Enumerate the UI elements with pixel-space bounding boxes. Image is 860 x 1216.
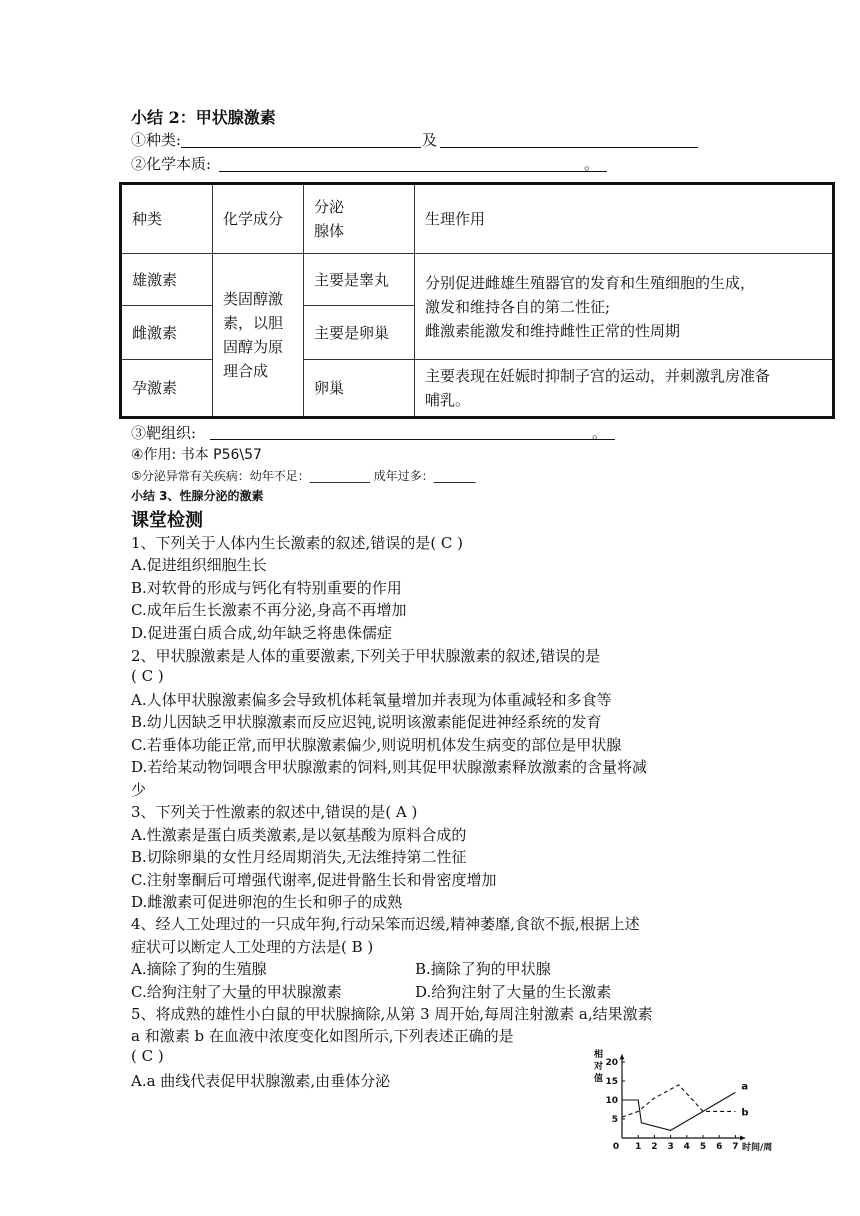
q2-option-a: A.人体甲状腺激素偏多会导致机体耗氧量增加并表现为体重减轻和多食等 [131, 691, 612, 709]
composition-line: 固醇为原 [223, 338, 284, 356]
x-axis-arrow [740, 1136, 745, 1141]
x-tick-label: 3 [667, 1142, 674, 1152]
q2-answer: ( C ) [131, 667, 164, 685]
q2-option-b: B.幼儿因缺乏甲状腺激素而反应迟钝,说明该激素能促进神经系统的发育 [131, 713, 602, 731]
y-tick-label: 5 [611, 1115, 618, 1125]
q4-option-c: C.给狗注射了大量的甲状腺激素 [131, 983, 342, 1001]
function-line: 哺乳。 [425, 391, 471, 409]
target-end: 。 [592, 424, 608, 442]
q4-stem-cont: 症状可以断定人工处理的方法是( B ) [131, 938, 374, 956]
x-tick-label: 7 [732, 1142, 739, 1152]
q5-option-a: A.a 曲线代表促甲状腺激素,由垂体分泌 [131, 1072, 391, 1090]
q4-option-d: D.给狗注射了大量的生长激素 [415, 983, 612, 1001]
y-axis-arrow [620, 1054, 625, 1059]
header-gland-line: 分泌 [314, 198, 345, 216]
q2-option-d-cont: 少 [131, 781, 147, 799]
row-gland: 卵巢 [304, 360, 415, 418]
q4-option-b: B.摘除了狗的甲状腺 [415, 960, 551, 978]
q3-option-c: C.注射睾酮后可增强代谢率,促进骨骼生长和骨密度增加 [131, 871, 497, 889]
q1-option-d: D.促进蛋白质合成,幼年缺乏将患侏儒症 [131, 624, 393, 642]
shared-function-cell [415, 254, 834, 360]
kind-and: 及 [422, 131, 438, 149]
q5-answer: ( C ) [131, 1047, 164, 1065]
header-composition: 化学成分 [213, 184, 304, 254]
q3-option-d: D.雌激素可促进卵泡的生长和卵子的成熟 [131, 893, 403, 911]
kind-blank-1[interactable] [181, 147, 421, 148]
q4-stem: 4、经人工处理过的一只成年狗,行动呆笨而迟缓,精神萎靡,食欲不振,根据上述 [131, 915, 640, 933]
q2-option-c: C.若垂体功能正常,而甲状腺激素偏少,则说明机体发生病变的部位是甲状腺 [131, 736, 622, 754]
table-row [121, 254, 834, 306]
nature-blank[interactable] [219, 171, 607, 172]
function-line: 激发和维持各自的第二性征; [425, 297, 611, 316]
nature-end: 。 [584, 155, 600, 173]
y-tick-label: 10 [605, 1096, 618, 1106]
x-tick-label: 6 [716, 1142, 723, 1152]
composition-line: 素，以胆 [223, 314, 284, 332]
q2-option-d: D.若给某动物饲喂含甲状腺激素的饲料,则其促甲状腺激素释放激素的含量将减 [131, 758, 648, 776]
effect-text: ④作用: 书本 P56\57 [131, 447, 262, 463]
sex-hormone-table [119, 182, 835, 419]
q1-option-b: B.对软骨的形成与钙化有特别重要的作用 [131, 579, 402, 597]
nature-label: ②化学本质: [131, 155, 212, 173]
composition-line: 类固醇激 [223, 290, 284, 308]
x-tick-label: 4 [683, 1142, 690, 1152]
hormone-concentration-chart [592, 1043, 802, 1158]
target-label: ③靶组织: [131, 424, 197, 442]
x-tick-label: 0 [612, 1142, 620, 1152]
disease-text: ⑤分泌异常有关疾病：幼年不足：__________ 成年过多：_______ [131, 469, 476, 483]
q2-stem: 2、甲状腺激素是人体的重要激素,下列关于甲状腺激素的叙述,错误的是 [131, 647, 601, 665]
header-gland [304, 184, 415, 254]
row-kind: 雄激素 [121, 254, 213, 306]
composition-line: 理合成 [223, 362, 269, 380]
ylabel-char: 对 [594, 1062, 604, 1072]
function-line: 分别促进雌雄生殖器官的发育和生殖细胞的生成， [425, 273, 756, 292]
row-kind: 孕激素 [121, 360, 213, 418]
function-line: 雌激素能激发和维持雌性正常的性周期 [425, 321, 681, 340]
header-gland-line: 腺体 [314, 222, 345, 240]
xlabel: 时间/周 [742, 1143, 773, 1153]
series-b-label: b [741, 1107, 749, 1119]
function-line: 主要表现在妊娠时抑制子宫的运动，并刺激乳房准备 [425, 367, 771, 385]
summary3-title: 小结 3、性腺分泌的激素 [131, 489, 264, 503]
kind-blank-2[interactable] [440, 147, 698, 148]
x-tick-label: 2 [651, 1142, 658, 1152]
q3-option-a: A.性激素是蛋白质类激素,是以氨基酸为原料合成的 [131, 826, 467, 844]
summary2-title: 小结 2：甲状腺激素 [131, 108, 276, 127]
composition-cell [213, 254, 304, 418]
target-blank[interactable] [210, 439, 615, 440]
y-tick-label: 20 [605, 1058, 618, 1068]
ylabel-char: 值 [594, 1074, 604, 1084]
q5-stem: 5、将成熟的雄性小白鼠的甲状腺摘除,从第 3 周开始,每周注射激素 a,结果激素 [131, 1005, 653, 1023]
q1-stem: 1、下列关于人体内生长激素的叙述,错误的是( C ) [131, 534, 464, 552]
table-header-row [121, 184, 834, 254]
header-function: 生理作用 [415, 184, 834, 254]
quiz-title: 课堂检测 [131, 510, 203, 531]
ylabel-char: 相 [594, 1050, 604, 1060]
q4-option-a: A.摘除了狗的生殖腺 [131, 960, 267, 978]
x-tick-label: 5 [699, 1142, 707, 1152]
q1-option-a: A.促进组织细胞生长 [131, 556, 267, 574]
q1-option-c: C.成年后生长激素不再分泌,身高不再增加 [131, 601, 407, 619]
x-tick-label: 1 [635, 1142, 642, 1152]
header-kind: 种类 [121, 184, 213, 254]
q3-stem: 3、下列关于性激素的叙述中,错误的是( A ) [131, 803, 418, 821]
row-gland: 主要是睾丸 [304, 254, 415, 306]
row-kind: 雌激素 [121, 306, 213, 360]
series-a-label: a [741, 1081, 749, 1093]
y-tick-label: 15 [605, 1077, 618, 1087]
kind-label: ①种类: [131, 131, 182, 149]
progesterone-function-cell [415, 360, 834, 418]
q5-stem-cont: a 和激素 b 在血液中浓度变化如图所示,下列表述正确的是 [131, 1027, 514, 1045]
series-b-line [622, 1085, 735, 1117]
q3-option-b: B.切除卵巢的女性月经周期消失,无法维持第二性征 [131, 848, 467, 866]
row-gland: 主要是卵巢 [304, 306, 415, 360]
